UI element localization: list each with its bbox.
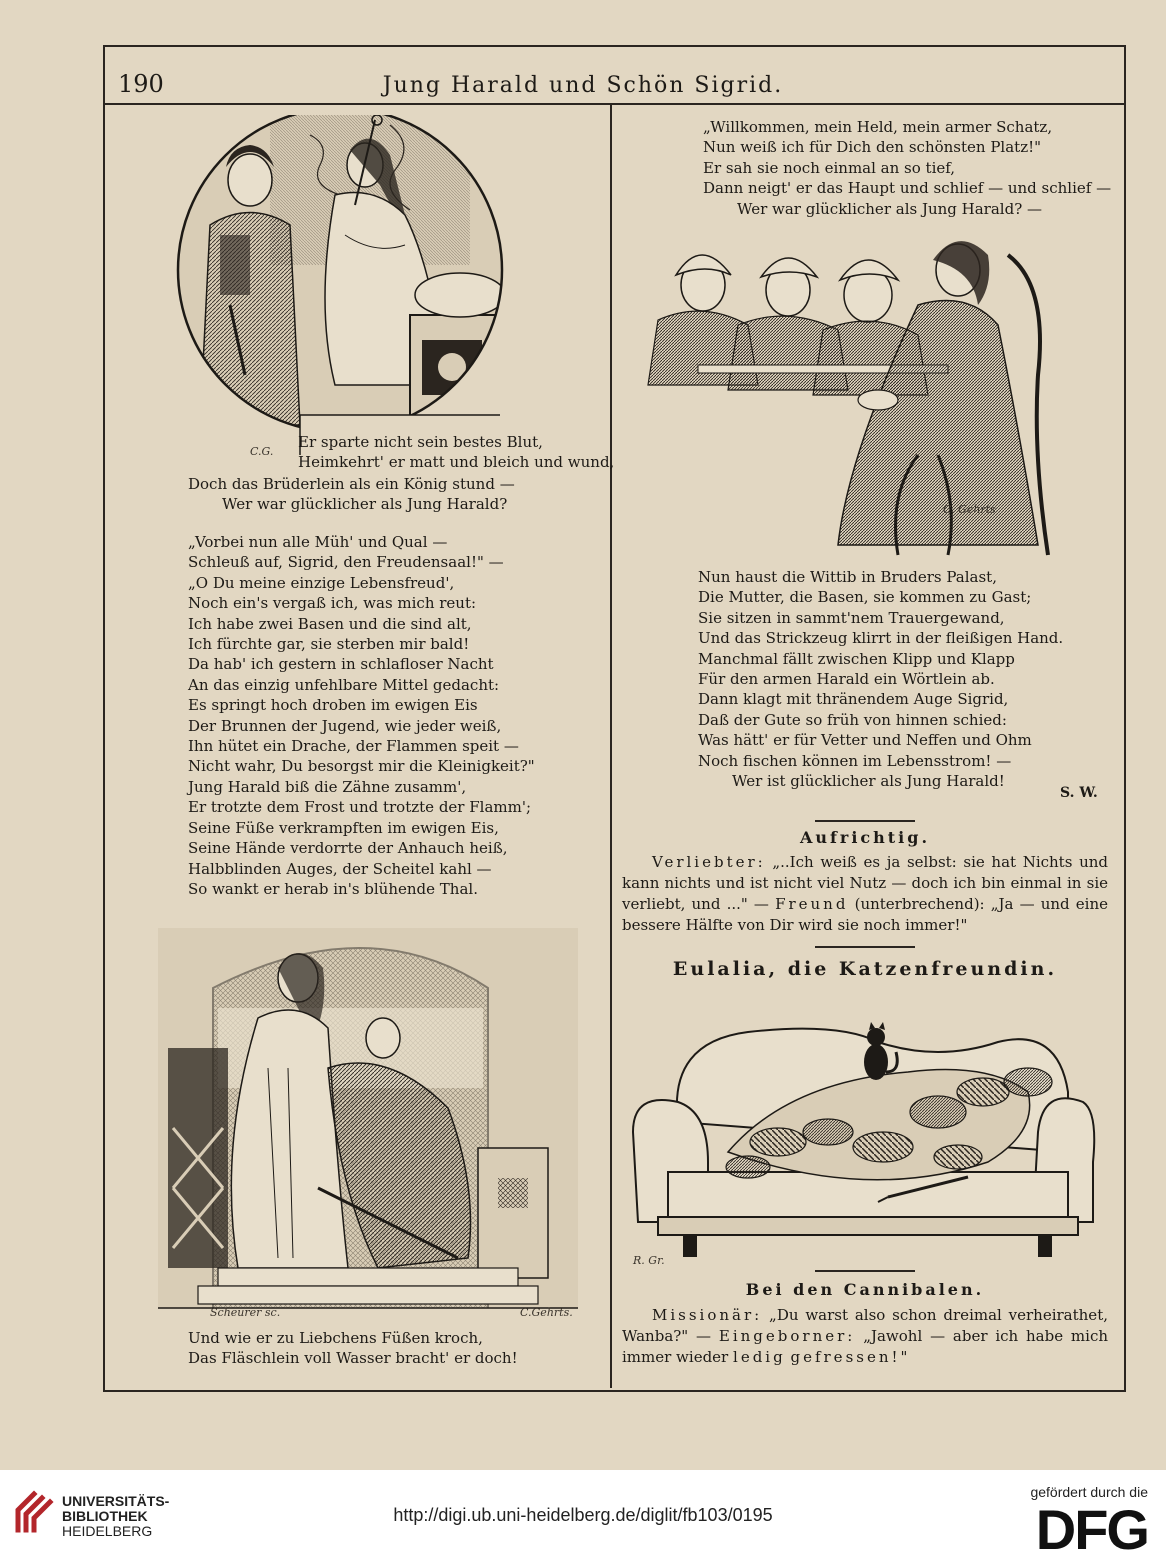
verse-line: Ich fürchte gar, sie sterben mir bald! [188,635,470,654]
verse-line: Jung Harald biß die Zähne zusamm', [188,777,467,796]
verse-line: Dann neigt' er das Haupt und schlief — und schlief — [703,179,1112,198]
funded-by-text: gefördert durch die [1030,1484,1148,1500]
illustration-cat-sofa-drawing [628,992,1098,1267]
cannibalen-speech-2b: ledig [733,1348,786,1366]
verse-line: Daß der Gute so früh von hinnen schied: [698,710,1007,729]
verse-line: Er sah sie noch einmal an so tief, [703,158,956,177]
page-number: 190 [118,70,164,98]
aufrichtig-speaker-1: Verliebter: [652,853,766,871]
illustration-widow-signature: C. Gehrts [943,503,996,516]
verse-line: Halbblinden Auges, der Scheitel kahl — [188,859,492,878]
verse-line: Wer war glücklicher als Jung Harald? — [737,199,1043,218]
verse-line: Ihn hütet ein Drache, der Flammen speit — [188,737,519,756]
verse-line: Der Brunnen der Jugend, wie jeder weiß, [188,716,502,735]
verse-line: Noch fischen können im Lebensstrom! — [698,751,1012,770]
illustration-harald-sigrid-drawing [160,115,610,455]
left-stanza-3 [188,1328,518,1369]
illustration-cat-sofa-signature: R. Gr. [633,1254,665,1267]
verse-line: Und das Strickzeug klirrt in der fleißigen Hand. [698,629,1064,648]
illustration-widow-and-aunts [638,225,1068,565]
left-stanza-2 [188,532,535,899]
cannibalen-speaker-1: Missionär: [652,1306,763,1324]
author-initials: S. W. [1060,785,1098,801]
verse-line: Schleuß auf, Sigrid, den Freudensaal!" — [188,553,504,572]
cannibalen-speech-1: „Du warst also schon dreimal verheirathet, Wanba?" — [622,1306,1108,1345]
cannibalen-speech-2a: „Jawohl — aber ich habe mich immer wieder [622,1327,1109,1366]
verse-line: Das Fläschlein voll Wasser bracht' er doch! [188,1349,518,1368]
illustration-harald-returns-signature-right: C.Gehrts. [520,1306,573,1319]
left-stanza-1 [298,432,543,452]
cannibalen-speech-2c: gefressen!" [790,1348,911,1366]
verse-line: „Willkommen, mein Held, mein armer Schatz, [703,118,1053,136]
illustration-harald-returns-signature-left: Scheurer sc. [210,1306,281,1319]
running-title: Jung Harald und Schön Sigrid. [382,73,784,98]
verse-line: Seine Füße verkrampften im ewigen Eis, [188,818,499,837]
heading-cannibalen: Bei den Cannibalen. [745,1280,985,1299]
verse-line: Heimkehrt' er matt und bleich und wund, [298,453,615,471]
aufrichtig-speech-2: (unterbrechend): „Ja — und eine bessere Hälfte von Dir wird sie noch immer!" [622,895,1108,934]
library-name-line-2: BIBLIOTHEK [62,1508,148,1524]
illustration-cat-sofa [628,992,1098,1267]
digital-object-url[interactable]: http://digi.ub.uni-heidelberg.de/diglit/fb103/0195 [393,1505,773,1525]
column-divider [610,105,612,1388]
verse-line: Die Mutter, die Basen, sie kommen zu Gast; [698,588,1032,607]
verse-line: Doch das Brüderlein als ein König stund — [188,475,515,493]
aufrichtig-text [622,852,1108,936]
verse-line: Wer ist glücklicher als Jung Harald! [732,772,1005,791]
aufrichtig-speech-1: „..Ich weiß es ja selbst: sie hat Nichts und kann nichts und ist nicht viel Nutz — doch ich bin einmal in sie verliebt, und ..." — [622,853,1108,913]
verse-line: „O Du meine einzige Lebensfreud', [188,573,455,592]
illustration-harald-sigrid-signature: C.G. [250,445,274,458]
verse-line: Es springt hoch droben im ewigen Eis [188,696,478,715]
verse-line: Da hab' ich gestern in schlafloser Nacht [188,655,494,674]
verse-line: „Vorbei nun alle Müh' und Qual — [188,533,448,551]
illustration-harald-sigrid [160,115,610,458]
heading-eulalia: Eulalia, die Katzenfreundin. [672,958,1058,980]
verse-line: Wer war glücklicher als Jung Harald? [222,495,508,514]
cannibalen-text [622,1305,1108,1368]
aufrichtig-speaker-2: Freund [775,895,849,913]
library-name-line-1: UNIVERSITÄTS- [62,1493,170,1509]
illustration-widow-and-aunts-drawing [638,225,1068,565]
verse-line: So wankt er herab in's blühende Thal. [188,879,478,898]
verse-line: Er trotzte dem Frost und trotzte der Flamm'; [188,798,532,817]
verse-line: Was hätt' er für Vetter und Neffen und Ohm [698,731,1032,750]
title-rule [103,103,1124,105]
verse-line: Sie sitzen in sammt'nem Trauergewand, [698,608,1005,627]
verse-line: An das einzig unfehlbare Mittel gedacht: [188,675,500,694]
verse-line: Und wie er zu Liebchens Füßen kroch, [188,1329,483,1347]
right-stanza-1 [703,117,1111,219]
verse-line: Nun weiß ich für Dich den schönsten Platz!" [703,138,1042,157]
verse-line: Dann klagt mit thränendem Auge Sigrid, [698,690,1009,709]
section-rule-aufrichtig [815,820,915,822]
digitization-footer [0,1470,1166,1567]
verse-line: Nun haust die Wittib in Bruders Palast, [698,568,997,586]
verse-line: Manchmal fällt zwischen Klipp und Klapp [698,649,1015,668]
verse-line: Für den armen Harald ein Wörtlein ab. [698,670,995,689]
verse-line: Nicht wahr, Du besorgst mir die Kleinigkeit?" [188,757,535,776]
right-stanza-2 [698,567,1063,791]
left-stanza-1b [298,452,614,472]
illustration-harald-returns-drawing [158,928,578,1318]
section-rule-cannibalen [815,1270,915,1272]
verse-line: Er sparte nicht sein bestes Blut, [298,433,543,451]
verse-line: Noch ein's vergaß ich, was mich reut: [188,594,477,613]
cannibalen-speaker-2: Eingeborner: [718,1327,856,1345]
verse-line: Ich habe zwei Basen und die sind alt, [188,614,472,633]
section-rule-eulalia [815,946,915,948]
aunt-figures [648,255,928,395]
heading-aufrichtig: Aufrichtig. [799,828,931,847]
dfg-logo: DFG [1035,1498,1148,1561]
library-name-line-3: HEIDELBERG [62,1523,153,1539]
illustration-harald-returns [158,928,578,1318]
left-stanza-1c [188,474,515,515]
verse-line: Seine Hände verdorrte der Anhauch heiß, [188,839,508,858]
